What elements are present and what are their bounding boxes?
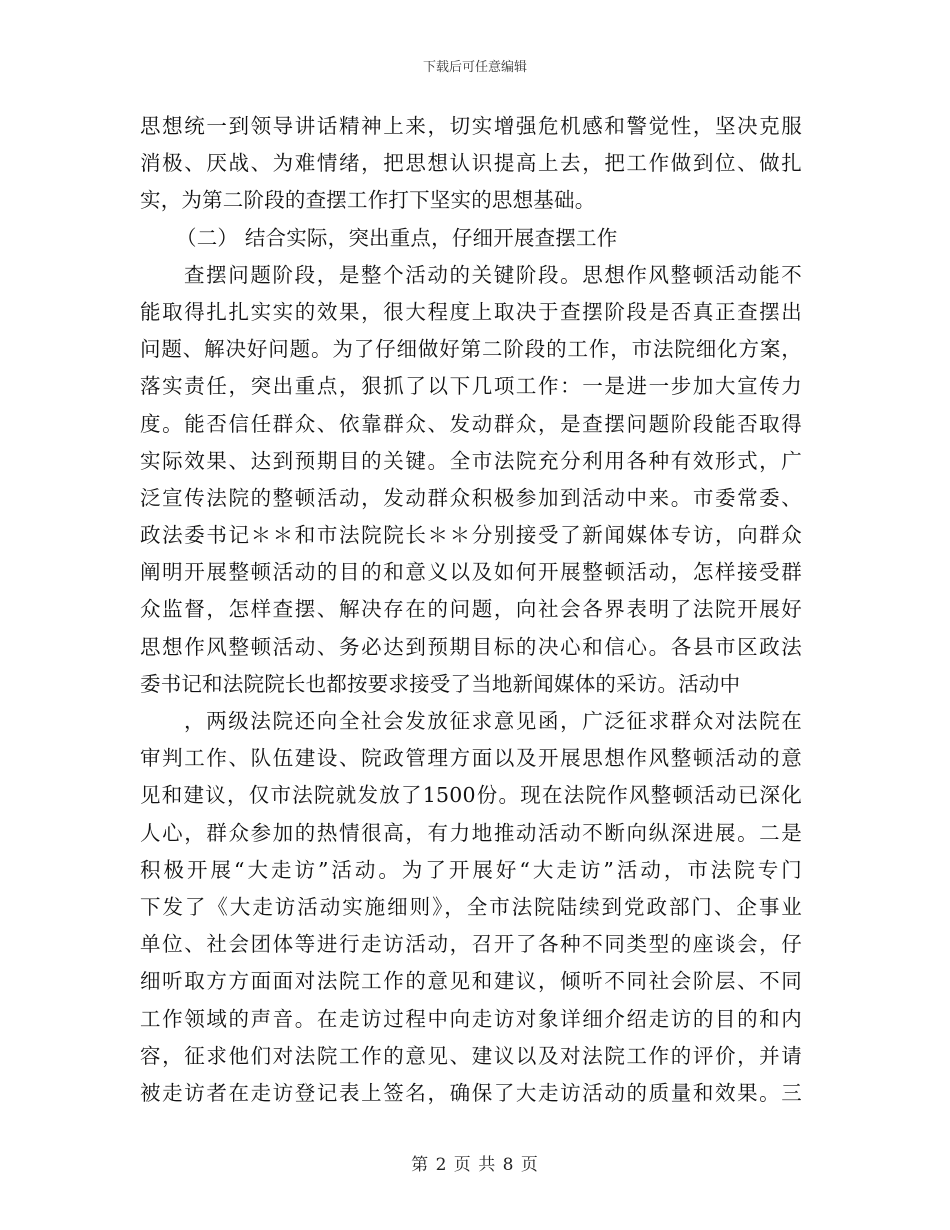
page-number-footer: 第 2 页 共 8 页 — [411, 1155, 539, 1175]
text-line: 问题、解决好问题。为了仔细做好第二阶段的工作，市法院细化方案， — [140, 337, 802, 362]
text-line: 积极开展“大走访”活动。为了开展好“大走访”活动，市法院专门 — [140, 857, 802, 882]
text-line: 细听取方方面面对法院工作的意见和建议，倾听不同社会阶层、不同 — [140, 969, 802, 994]
text-line: 工作领域的声音。在走访过程中向走访对象详细介绍走访的目的和内 — [140, 1006, 802, 1031]
text-line: 委书记和法院院长也都按要求接受了当地新闻媒体的采访。活动中 — [140, 671, 741, 696]
text-line: 落实责任，突出重点，狠抓了以下几项工作：一是进一步加大宣传力 — [140, 374, 802, 399]
text-line: 见和建议，仅市法院就发放了1500份。现在法院作风整顿活动已深化 — [140, 783, 802, 808]
text-line: 泛宣传法院的整顿活动，发动群众积极参加到活动中来。市委常委、 — [140, 485, 802, 510]
text-line: 单位、社会团体等进行走访活动，召开了各种不同类型的座谈会，仔 — [140, 932, 802, 957]
text-line: 审判工作、队伍建设、院政管理方面以及开展思想作风整顿活动的意 — [140, 746, 802, 771]
header-note: 下载后可任意编辑 — [422, 60, 527, 75]
text-line: 消极、厌战、为难情绪，把思想认识提高上去，把工作做到位、做扎 — [140, 151, 802, 176]
text-line: 实际效果、达到预期目的关键。全市法院充分利用各种有效形式，广 — [140, 448, 802, 473]
text-line: 下发了《大走访活动实施细则》，全市法院陆续到党政部门、企事业 — [140, 894, 802, 919]
text-line: 阐明开展整顿活动的目的和意义以及如何开展整顿活动，怎样接受群 — [140, 560, 802, 585]
text-line: 实，为第二阶段的查摆工作打下坚实的思想基础。 — [140, 188, 596, 213]
text-line: 人心，群众参加的热情很高，有力地推动活动不断向纵深进展。二是 — [140, 820, 802, 845]
text-line: 度。能否信任群众、依靠群众、发动群众，是查摆问题阶段能否取得 — [140, 411, 802, 436]
text-line: 思想作风整顿活动、务必达到预期目标的决心和信心。各县市区政法 — [140, 634, 802, 659]
text-line: 被走访者在走访登记表上签名，确保了大走访活动的质量和效果。三 — [140, 1080, 802, 1105]
text-line: 容，征求他们对法院工作的意见、建议以及对法院工作的评价，并请 — [140, 1043, 802, 1068]
paragraph-first-line: 查摆问题阶段，是整个活动的关键阶段。思想作风整顿活动能不 — [184, 262, 802, 287]
text-line: 思想统一到领导讲话精神上来，切实增强危机感和警觉性，坚决克服 — [140, 114, 802, 138]
text-line: 政法委书记＊＊和市法院院长＊＊分别接受了新闻媒体专访，向群众 — [140, 523, 802, 548]
body-text — [140, 108, 802, 1112]
text-line: 众监督，怎样查摆、解决存在的问题，向社会各界表明了法院开展好 — [140, 597, 802, 622]
section-subheading: （二） 结合实际，突出重点，仔细开展查摆工作 — [176, 225, 618, 250]
text-line: ，两级法院还向全社会发放征求意见函，广泛征求群众对法院在 — [184, 709, 802, 733]
text-line: 能取得扎扎实实的效果，很大程度上取决于查摆阶段是否真正查摆出 — [140, 299, 802, 324]
